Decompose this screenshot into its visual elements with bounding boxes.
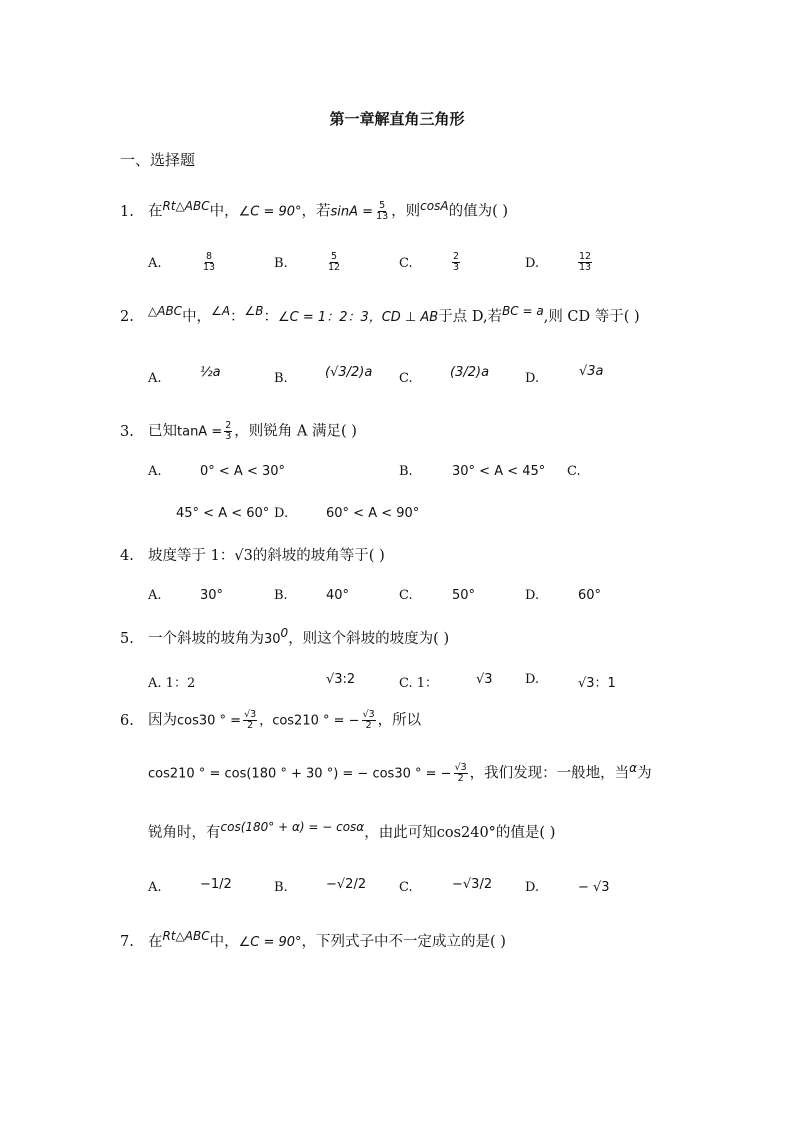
page-title: 第一章解直角三角形 [329,110,465,128]
question-number: 6. [120,712,134,729]
q3-option-d[interactable]: D. [274,506,289,521]
q3-option-c-value: 45° < A < 60° [176,506,270,521]
q5-option-d[interactable]: D. [525,672,540,687]
q1-option-a[interactable]: A. [148,256,162,271]
question-2: 2. $^{\triangle ABC}$中，$^{\angle A}$：$^{\angle B}$：∠C = 1：2：3，CD ⊥ AB于点 D,若$^{BC = a}$,则 CD 等于( ) [120,304,640,325]
q5-option-b-value: √3:2 [326,672,356,687]
q2-option-c-value: (3/2)a [450,365,490,380]
fraction: $\frac{5}{13}$ [376,200,389,222]
q3-option-b-value: 30° < A < 45° [452,464,546,479]
question-7: 7. 在$^{Rt\triangle ABC}$中，∠C = 90°，下列式子中不一定成立的是( ) [120,929,506,950]
question-5: 5. 一个斜坡的坡角为$30^0$，则这个斜坡的坡度为( ) [120,626,450,647]
q4-option-c[interactable]: C. [399,588,413,603]
q2-option-a[interactable]: A. [148,371,162,386]
question-4: 4. 坡度等于 1：√3的斜坡的坡角等于( ) [120,548,385,564]
q6-option-d[interactable]: D. [525,880,540,895]
q1-option-c-value: $\frac{2}{3}$ [453,251,460,273]
question-1: 1. 在$^{Rt\triangle ABC}$中，∠C = 90°，若sinA = $\frac{5}{13}$ ，则$^{cosA}$的值为( ) [120,198,509,222]
fraction: $\frac{√3}{2}$ [362,709,375,731]
q6-option-a-value: −1/2 [200,877,232,892]
question-number: 1. [120,203,134,220]
question-number: 3. [120,423,134,440]
q1-option-b[interactable]: B. [274,256,288,271]
q3-option-b[interactable]: B. [399,464,413,479]
q2-option-c[interactable]: C. [399,371,413,386]
q2-option-a-value: ½a [200,365,221,380]
fraction: $\frac{√3}{2}$ [244,709,257,731]
q6-option-d-value: − √3 [578,880,610,895]
q1-option-d[interactable]: D. [525,256,540,271]
q1-option-b-value: $\frac{5}{12}$ [328,251,341,273]
q2-option-d[interactable]: D. [525,371,540,386]
q4-option-a-value: 30° [200,588,224,603]
q3-option-d-value: 60° < A < 90° [326,506,420,521]
q1-option-a-value: $\frac{8}{13}$ [203,251,216,273]
question-number: 2. [120,309,134,325]
q5-option-d-value: √3：1 [578,676,616,691]
fraction: $\frac{2}{3}$ [225,420,232,442]
q6-option-b-value: −√2/2 [326,877,367,892]
question-6: 6. 因为cos30 ° = $\frac{√3}{2}$ ，cos210 ° = − $\frac{√3}{2}$ ，所以 [120,709,422,731]
q3-option-c[interactable]: C. [567,464,581,479]
question-6-line-2: cos210 ° = cos(180 ° + 30 °) = − cos30 ° = − $\frac{√3}{2}$ ，我们发现：一般地，当$^\alpha$为 [148,760,652,784]
q5-option-a[interactable]: A. 1：2 [148,676,196,691]
q6-option-c-value: −√3/2 [452,877,493,892]
q4-option-b-value: 40° [326,588,350,603]
q6-option-a[interactable]: A. [148,880,162,895]
q1-option-c[interactable]: C. [399,256,413,271]
q3-option-a[interactable]: A. [148,464,162,479]
question-number: 5. [120,631,134,647]
q4-option-d-value: 60° [578,588,602,603]
q1-option-d-value: $\frac{12}{13}$ [579,251,592,273]
q2-option-b-value: (√3/2)a [325,365,373,380]
question-number: 4. [120,548,134,564]
q4-option-b[interactable]: B. [274,588,288,603]
q2-option-b[interactable]: B. [274,371,288,386]
fraction: $\frac{√3}{2}$ [454,762,467,784]
q4-option-c-value: 50° [452,588,476,603]
q5-option-c[interactable]: C. 1： [399,676,439,691]
q2-option-d-value: √3a [579,364,604,379]
question-6-line-3: 锐角时，有$^{cos(180^\circ + \alpha) = - cos\alpha}$，由此可知cos240°的值是( ) [148,820,556,841]
question-number: 7. [120,934,134,950]
q6-option-b[interactable]: B. [274,880,288,895]
q6-option-c[interactable]: C. [399,880,413,895]
section-heading: 一、选择题 [120,151,196,169]
q3-option-a-value: 0° < A < 30° [200,464,286,479]
q4-option-a[interactable]: A. [148,588,162,603]
q4-option-d[interactable]: D. [525,588,540,603]
q5-option-c-value: √3 [476,672,493,687]
question-3: 3. 已知tanA = $\frac{2}{3}$ ，则锐角 A 满足( ) [120,420,357,442]
